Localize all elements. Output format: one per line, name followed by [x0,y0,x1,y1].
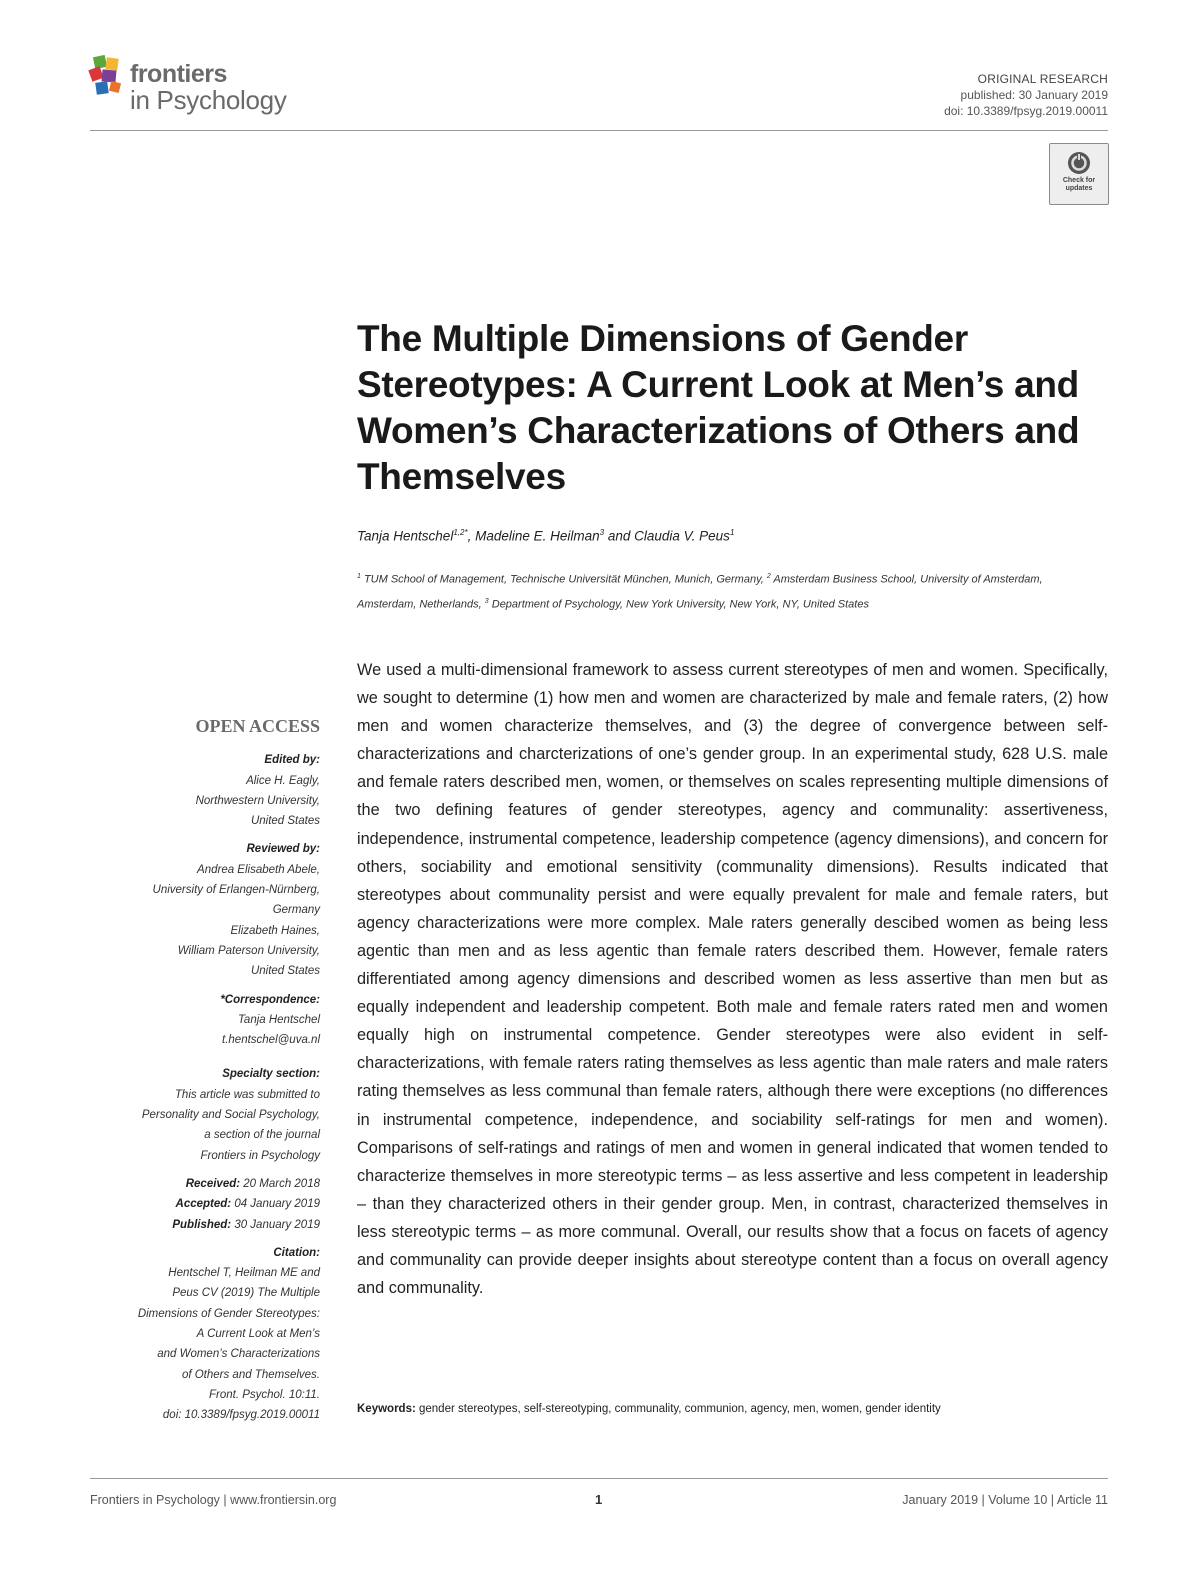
specialty-line: a section of the journal [204,1129,320,1142]
specialty-label: Specialty section: [222,1068,320,1081]
article-meta [944,71,1108,119]
citation-line: A Current Look at Men’s [196,1328,320,1341]
affiliations [357,566,1077,615]
header-divider [90,130,1108,131]
reviewer-line: University of Erlangen-Nürnberg, [152,884,320,897]
author-affiliation-ref: 3 [599,528,605,537]
received-date: Received: 20 March 2018 [185,1177,320,1190]
article-title: The Multiple Dimensions of Gender Stereotypes: A Current Look at Men’s and Women’s Characterizations of Others and Themselves [357,318,1080,497]
author-name[interactable]: Madeline E. Heilman [475,528,600,544]
author-separator: and [604,528,635,544]
specialty-line: This article was submitted to [174,1088,320,1101]
author-affiliation-ref: 1 [729,528,735,537]
citation-line: Front. Psychol. 10:11. [208,1388,320,1401]
footer-journal-link[interactable]: Frontiers in Psychology | www.frontiersin.org [90,1493,337,1507]
footer-divider [90,1478,1108,1479]
journal-name-line1: frontiers [130,60,227,88]
edited-by-section [60,750,320,831]
citation-line: Peus CV (2019) The Multiple [172,1287,320,1300]
page-number: 1 [595,1492,603,1507]
reviewer-line: Elizabeth Haines, [230,924,320,937]
affiliation-number: 3 [484,597,489,605]
specialty-line: Frontiers in Psychology [200,1149,320,1162]
reviewer-line: Germany [272,904,320,917]
citation-label: Citation: [273,1246,320,1259]
edited-by-label: Edited by: [264,754,320,767]
keywords-list: gender stereotypes, self-stereotyping, communality, communion, agency, men, women, gender identity [415,1403,941,1415]
reviewer-line: Andrea Elisabeth Abele, [197,863,320,876]
citation-line: Hentschel T, Heilman ME and [168,1267,320,1280]
published-date: published: 30 January 2019 [960,88,1108,102]
correspondence-label: *Correspondence: [220,993,320,1006]
affiliation-number: 2 [766,573,771,580]
update-badge-icon [1066,150,1092,176]
check-for-updates-button[interactable] [1049,143,1109,205]
author-name[interactable]: Claudia V. Peus [634,528,730,544]
frontiers-logo-icon [88,52,128,98]
citation-doi-link[interactable]: doi: 10.3389/fpsyg.2019.00011 [162,1409,320,1422]
author-affiliation-ref: 1,2* [453,528,468,537]
editor-line: Northwestern University, [195,794,320,807]
article-type: ORIGINAL RESEARCH [977,72,1108,86]
affiliation-text: Department of Psychology, New York University, New York, NY, United States [488,598,869,611]
affiliation-number: 1 [357,573,361,580]
correspondence-name: Tanja Hentschel [237,1013,320,1026]
specialty-section [60,1064,320,1165]
keywords [357,1400,1108,1419]
check-for-updates-label: Check for updates [1062,177,1096,192]
editor-line: United States [250,815,320,828]
citation-line: and Women’s Characterizations [157,1348,320,1361]
specialty-line: Personality and Social Psychology, [141,1109,320,1122]
accepted-date: Accepted: 04 January 2019 [175,1198,320,1211]
reviewed-by-section [60,839,320,981]
editor-line: Alice H. Eagly, [246,774,320,787]
correspondence-section [60,990,320,1051]
reviewer-line: William Paterson University, [177,944,320,957]
article-sidebar [60,716,320,1434]
journal-name-line2: in Psychology [130,85,287,115]
citation-line: Dimensions of Gender Stereotypes: [137,1307,320,1320]
article-dates [60,1174,320,1235]
reviewer-line: United States [250,965,320,978]
author-name[interactable]: Tanja Hentschel [357,528,454,544]
journal-name [130,62,287,113]
article-doi: doi: 10.3389/fpsyg.2019.00011 [944,104,1108,118]
affiliation-text: Amsterdam Business School, University of Amsterdam, Amsterdam, Netherlands, [357,573,1043,611]
author-separator: , [467,528,476,544]
keywords-label: Keywords: [357,1403,416,1415]
author-list [357,528,734,544]
correspondence-email-link[interactable]: t.hentschel@uva.nl [222,1034,320,1047]
published-date-sidebar: Published: 30 January 2019 [172,1218,320,1231]
open-access-label: OPEN ACCESS [195,716,320,736]
affiliation-text: TUM School of Management, Technische Universität München, Munich, Germany, [360,573,767,586]
citation-line: of Others and Themselves. [181,1368,320,1381]
abstract: We used a multi-dimensional framework to assess current stereotypes of men and women. Specifically, we sought to determine (1) how men and women are characterized by male and female raters, (2) how men and women characterize themselves, and (3) the degree of convergence between self-characterizations and charcterizations of one’s gender group. In an experimental study, 628 U.S. male and female raters described men, women, or themselves on scales representing multiple dimensions of the two defining features of gender stereotypes, agency and communality: assertiveness, independence, instrumental competence, leadership competence (agency dimensions), and concern for others, sociability and emotional sensitivity (communality dimensions). Results indicated that stereotypes about communality persist and were equally prevalent for male and female raters, but agency characterizations were more complex. Male raters generally descibed women as being less agentic than men and as less agentic than female raters described them. However, female raters differentiated among agency dimensions and described women as less assertive than men but as equally independent and leadership competent. Both male and female raters rated men and women equally high on instrumental competence. Gender stereotypes were also evident in self-characterizations, with female raters rating themselves as less agentic than male raters and male raters rating themselves as less communal than female raters, although there were exceptions (no differences in instrumental competence, independence, and sociability self-ratings for men and women). Comparisons of self-ratings and ratings of men and women in general indicated that women tended to characterize themselves in more stereotypic terms – as less assertive and less competent in leadership – than they characterized others in their gender group. Men, in contrast, characterized themselves in less stereotypic terms – as more communal. Overall, our results show that a focus on facets of agency and communality can provide deeper insights about stereotype content than a focus on overall agency and communality. [357,661,1108,1298]
footer-issue-info: January 2019 | Volume 10 | Article 11 [902,1493,1108,1507]
reviewed-by-label: Reviewed by: [246,843,320,856]
citation-section [60,1243,320,1426]
